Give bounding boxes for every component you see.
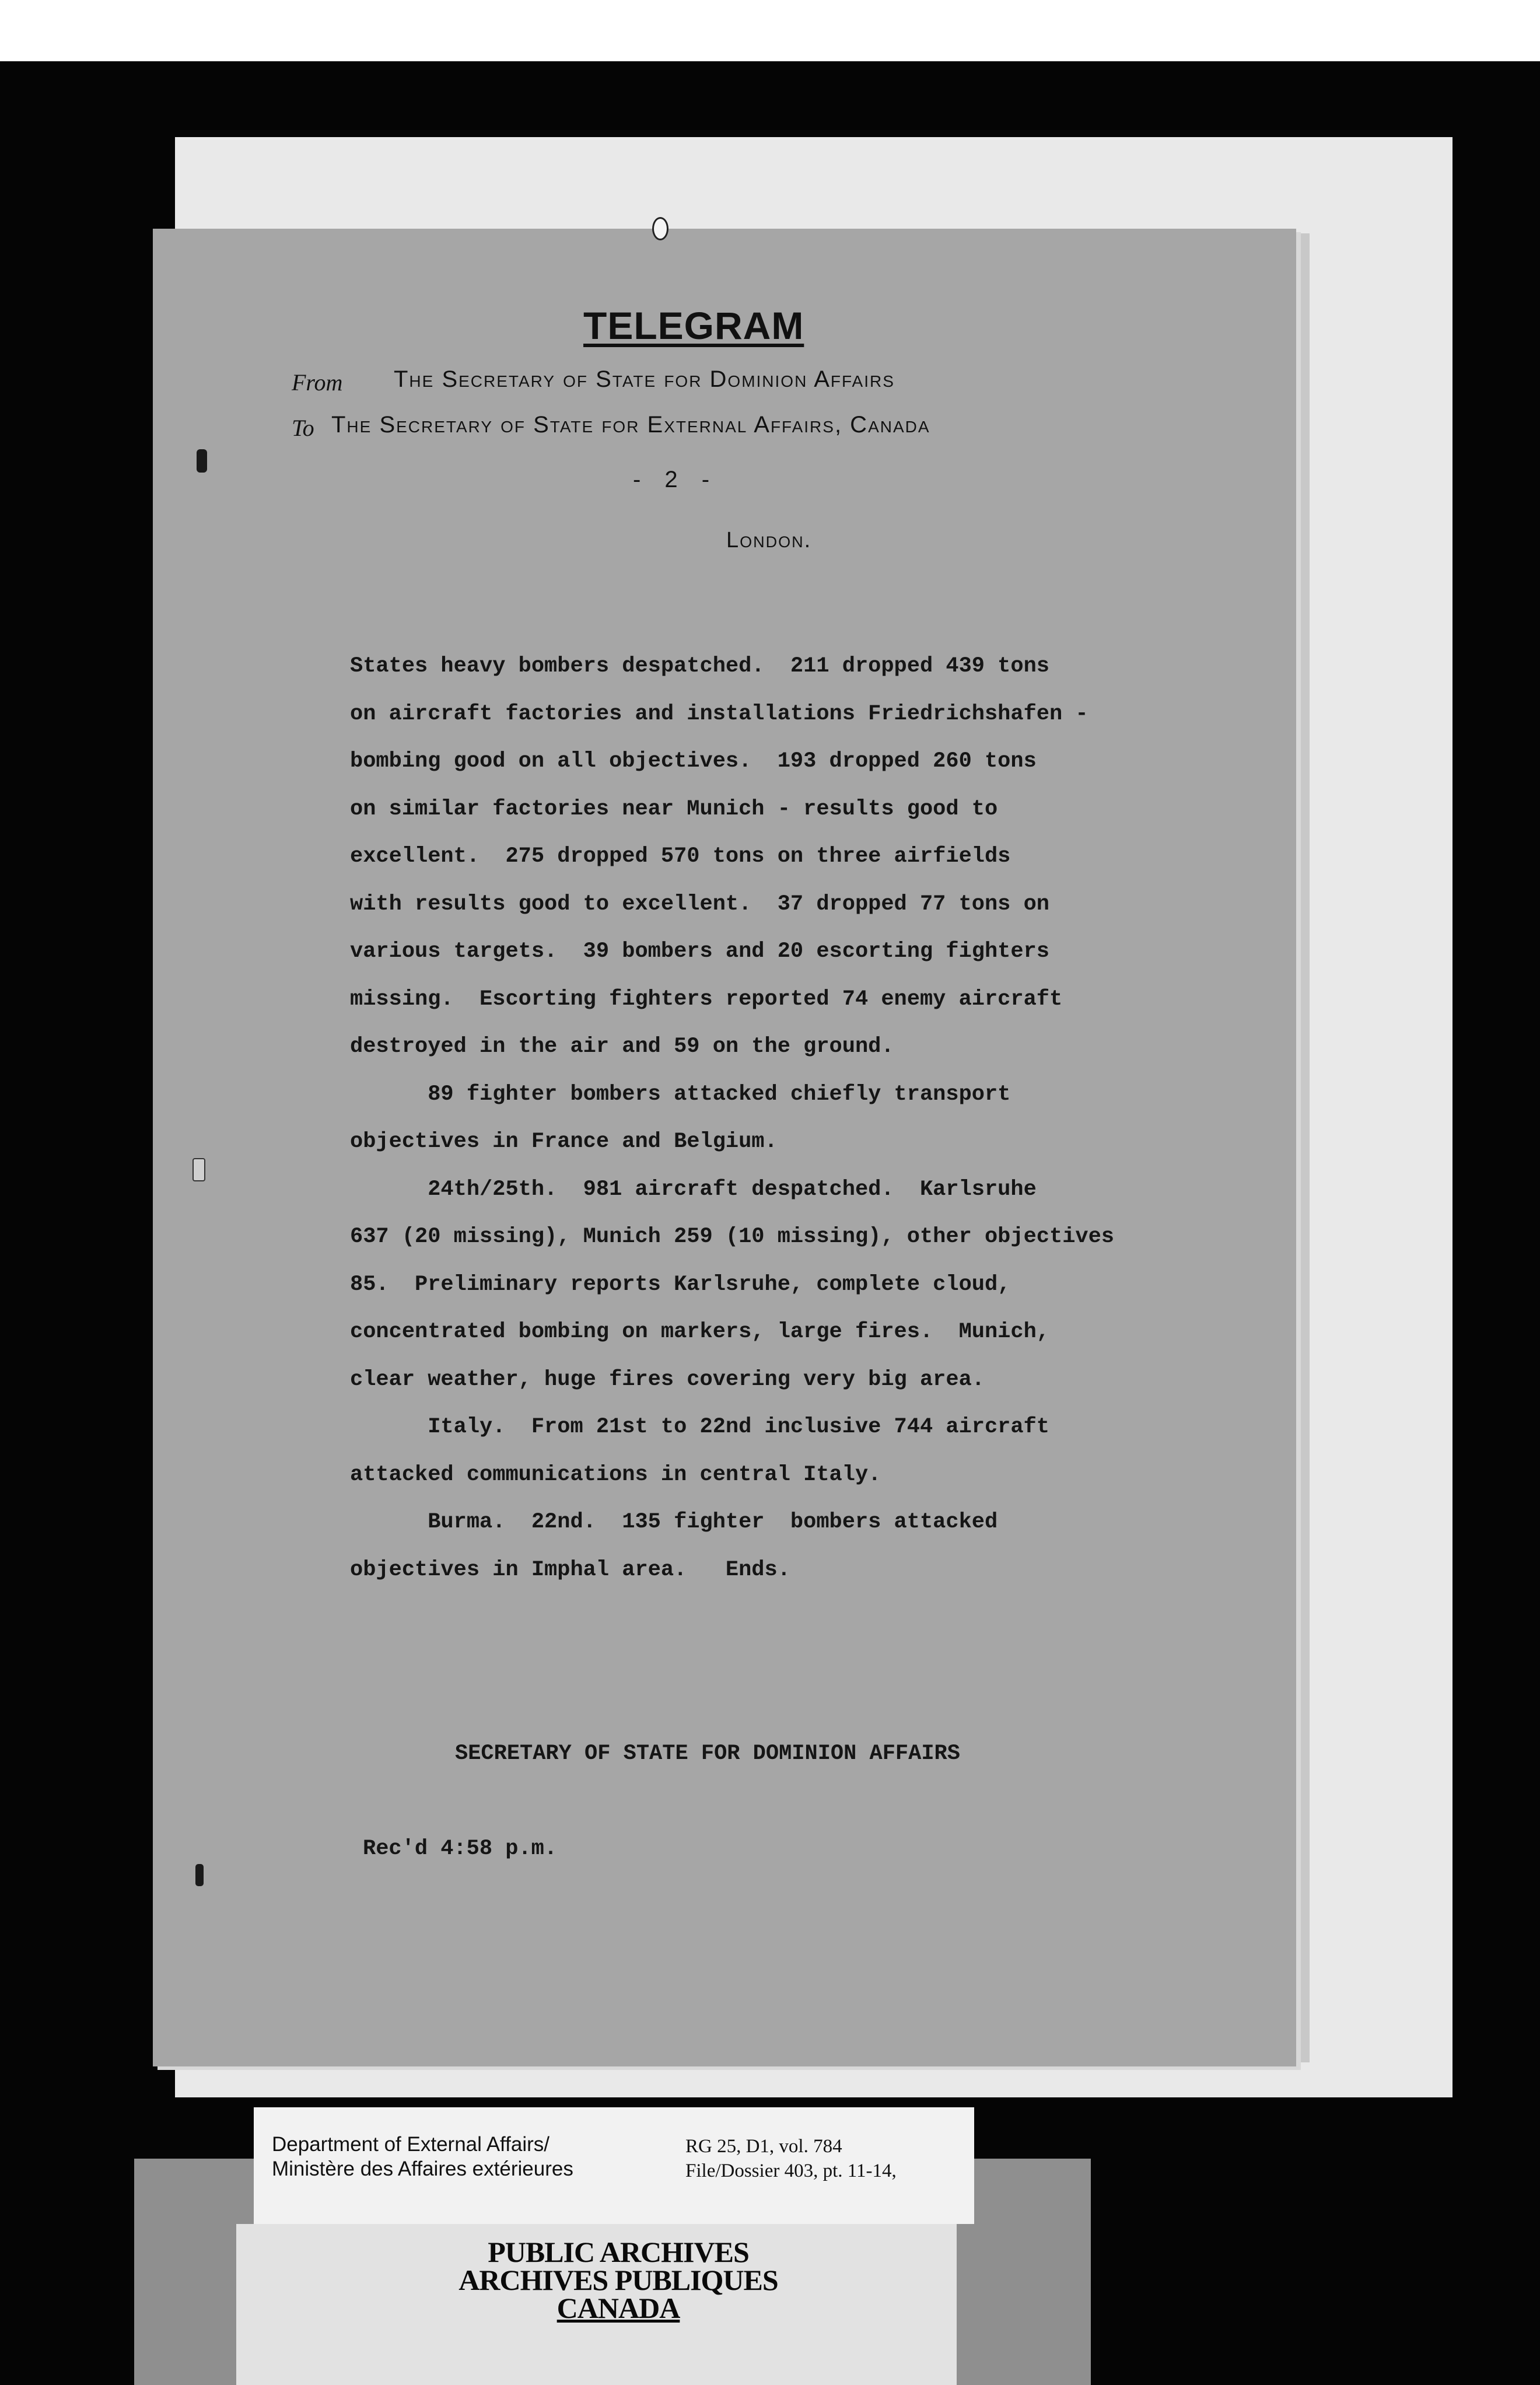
- body-line: on similar factories near Munich - results good to: [350, 796, 998, 821]
- department-name-fr: Ministère des Affaires extérieures: [272, 2157, 573, 2180]
- body-line: clear weather, huge fires covering very big area.: [350, 1367, 985, 1392]
- archive-stamp-line-2: ARCHIVES PUBLIQUES: [459, 2264, 778, 2296]
- to-label: To: [292, 415, 314, 441]
- from-text: The Secretary of State for Dominion Affairs: [394, 366, 895, 392]
- from-label: From: [292, 369, 343, 396]
- department-name-en: Department of External Affairs/: [272, 2133, 550, 2156]
- archive-stamp-line-1: PUBLIC ARCHIVES: [488, 2236, 749, 2268]
- to-text: The Secretary of State for External Affairs, Canada: [331, 412, 930, 438]
- film-top-edge: [0, 0, 1540, 61]
- edge-mark-1: [197, 449, 207, 473]
- body-line: objectives in Imphal area. Ends.: [350, 1557, 790, 1582]
- body-line: objectives in France and Belgium.: [350, 1129, 778, 1154]
- body-line: bombing good on all objectives. 193 dropped 260 tons: [350, 749, 1037, 774]
- edge-mark-2: [195, 1864, 204, 1886]
- page-number: - 2 -: [633, 467, 710, 492]
- punch-mark-top: [652, 217, 668, 240]
- body-line: destroyed in the air and 59 on the ground.: [350, 1034, 894, 1059]
- body-line: Burma. 22nd. 135 fighter bombers attacked: [350, 1510, 998, 1534]
- telegram-title: TELEGRAM: [583, 304, 804, 347]
- body-line: States heavy bombers despatched. 211 dropped 439 tons: [350, 654, 1049, 679]
- record-group-ref: RG 25, D1, vol. 784: [685, 2136, 842, 2157]
- archive-stamp-line-3: CANADA: [556, 2292, 680, 2324]
- body-line: with results good to excellent. 37 dropped 77 tons on: [350, 891, 1049, 917]
- body-line: attacked communications in central Italy.: [350, 1462, 881, 1487]
- received-time: Rec'd 4:58 p.m.: [363, 1837, 558, 1861]
- edge-mark-3: [192, 1158, 205, 1181]
- telegram-body: [350, 643, 1260, 1594]
- signature-line: SECRETARY OF STATE FOR DOMINION AFFAIRS: [455, 1741, 960, 1766]
- body-line: Italy. From 21st to 22nd inclusive 744 aircraft: [350, 1415, 1049, 1439]
- body-line: 24th/25th. 981 aircraft despatched. Karlsruhe: [350, 1177, 1037, 1202]
- place-of-origin: London.: [726, 528, 812, 552]
- body-line: concentrated bombing on markers, large fires. Munich,: [350, 1320, 1049, 1344]
- body-line: on aircraft factories and installations Friedrichshafen -: [350, 701, 1088, 726]
- file-dossier-ref: File/Dossier 403, pt. 11-14,: [685, 2160, 897, 2181]
- body-line: 89 fighter bombers attacked chiefly transport: [350, 1082, 1011, 1107]
- body-line: excellent. 275 dropped 570 tons on three airfields: [350, 844, 1011, 869]
- body-line: various targets. 39 bombers and 20 escorting fighters: [350, 939, 1049, 964]
- body-line: 637 (20 missing), Munich 259 (10 missing), other objectives: [350, 1225, 1115, 1249]
- body-line: missing. Escorting fighters reported 74 enemy aircraft: [350, 987, 1063, 1012]
- body-line: 85. Preliminary reports Karlsruhe, complete cloud,: [350, 1272, 1011, 1297]
